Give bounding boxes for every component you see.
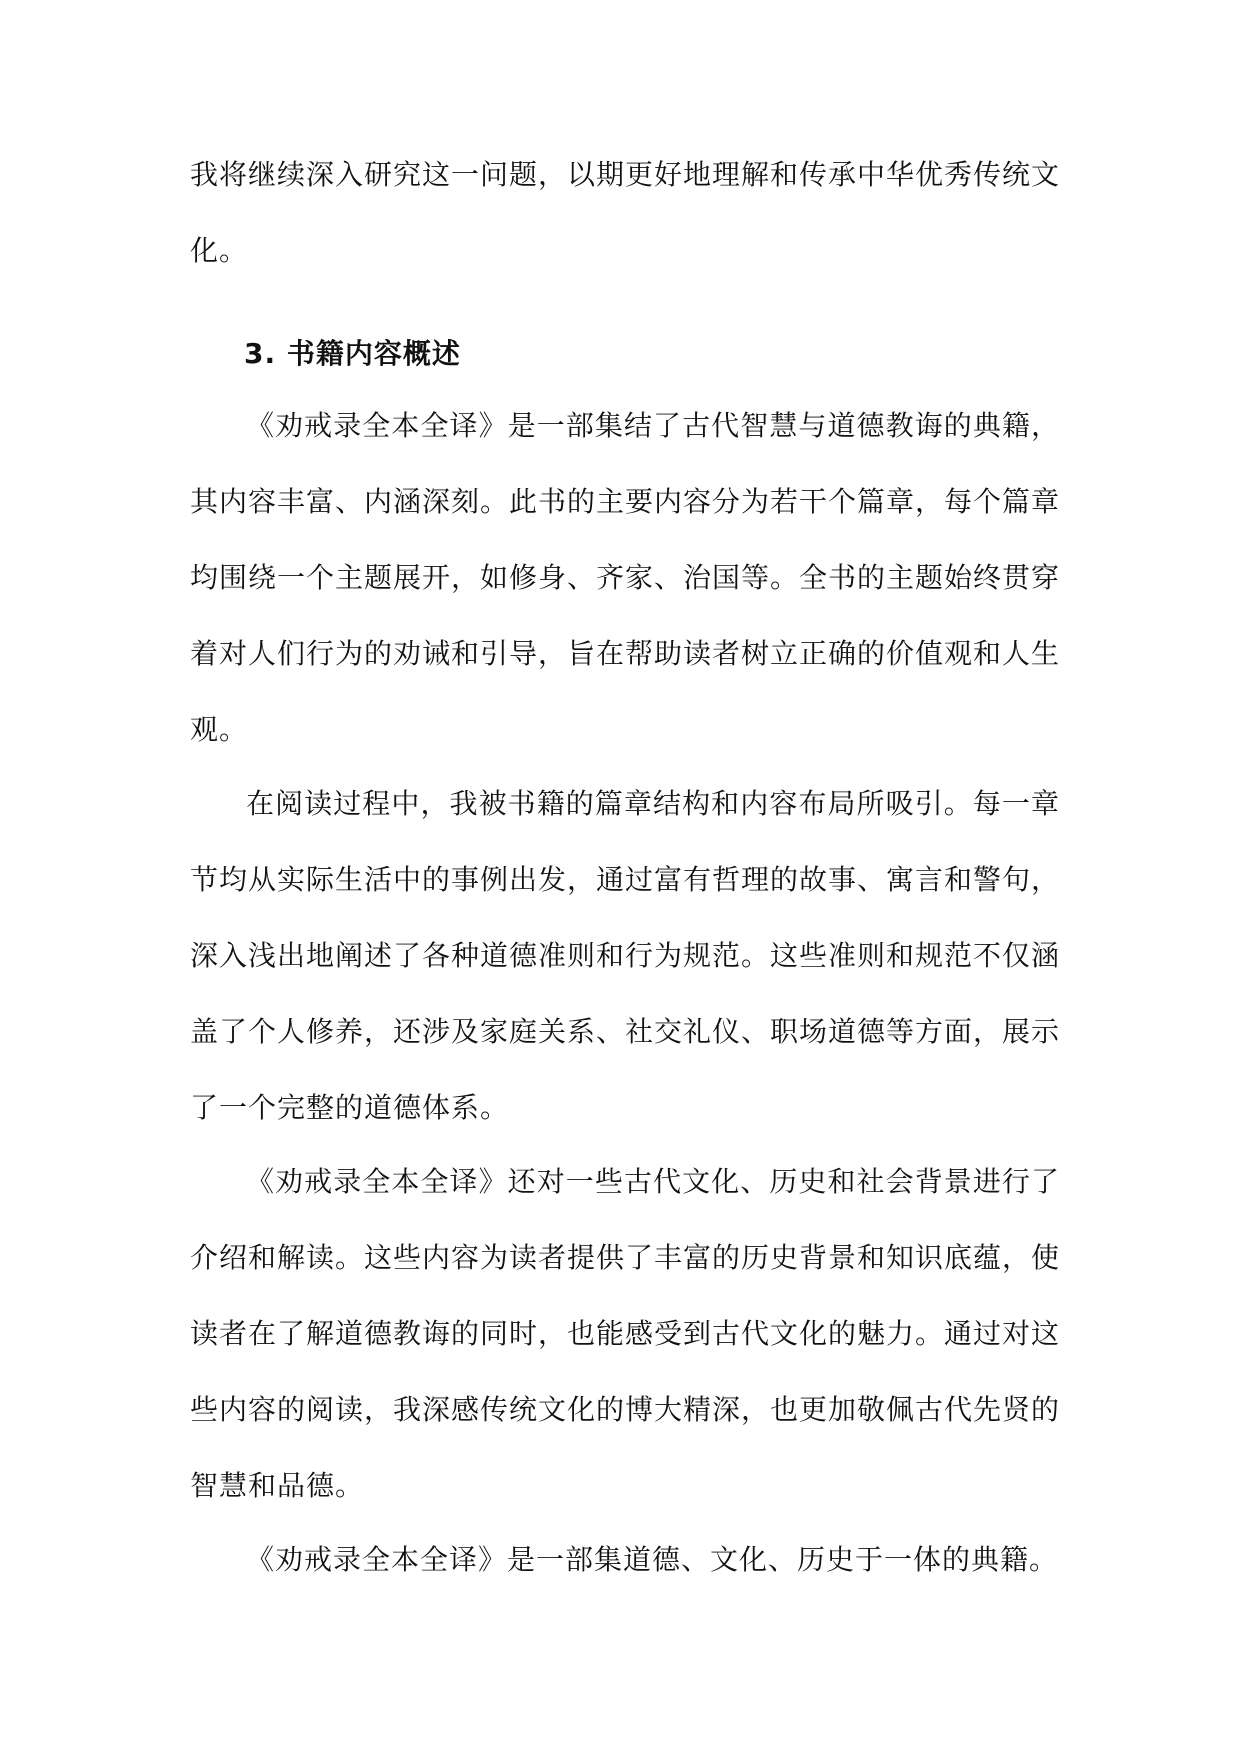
paragraph-cultural-background: 《劝戒录全本全译》还对一些古代文化、历史和社会背景进行了介绍和解读。这些内容为读者提供了丰富的历史背景和知识底蕴，使读者在了解道德教诲的同时，也能感受到古代文化的魅力。通过对这些内容的阅读，我深感传统文化的博大精深，也更加敬佩古代先贤的智慧和品德。 <box>190 1165 1061 1502</box>
paragraph-structure-layout: 在阅读过程中，我被书籍的篇章结构和内容布局所吸引。每一章节均从实际生活中的事例出发，通过富有哲理的故事、寓言和警句，深入浅出地阐述了各种道德准则和行为规范。这些准则和规范不仅涵盖了个人修养，还涉及家庭关系、社交礼仪、职场道德等方面，展示了一个完整的道德体系。 <box>190 787 1061 1124</box>
paragraph-content-overview: 《劝戒录全本全译》是一部集结了古代智慧与道德教诲的典籍，其内容丰富、内涵深刻。此书的主要内容分为若干个篇章，每个篇章均围绕一个主题展开，如修身、齐家、治国等。全书的主题始终贯穿着对人们行为的劝诫和引导，旨在帮助读者树立正确的价值观和人生观。 <box>190 409 1061 746</box>
section-heading: 3. 书籍内容概述 <box>244 337 461 370</box>
continued-paragraph: 我将继续深入研究这一问题，以期更好地理解和传承中华优秀传统文化。 <box>190 158 1061 267</box>
paragraph-summary: 《劝戒录全本全译》是一部集道德、文化、历史于一体的典籍。 <box>246 1543 1059 1576</box>
